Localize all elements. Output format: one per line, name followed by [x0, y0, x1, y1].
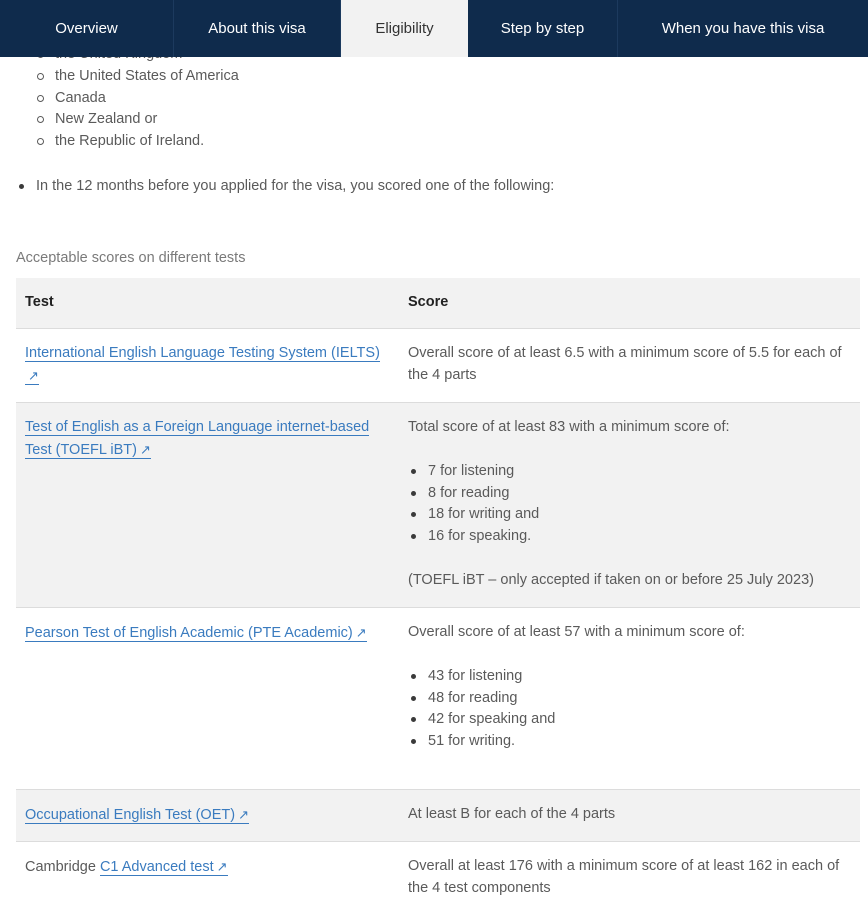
- tab-overview[interactable]: Overview: [0, 0, 174, 57]
- acceptable-scores-table: [16, 278, 860, 905]
- visa-nav-tabs: [0, 0, 868, 57]
- table-row: [16, 403, 860, 608]
- toefl-ibt-link[interactable]: Test of English as a Foreign Language internet-based Test (TOEFL iBT) ↗: [25, 419, 369, 459]
- list-item: the United States of America: [55, 66, 239, 88]
- minimum-scores-list: [408, 461, 853, 548]
- list-item: 8 for reading: [408, 483, 853, 505]
- list-item: Canada: [55, 88, 239, 110]
- english-speaking-countries-list: [55, 44, 239, 153]
- test-cell: [25, 343, 391, 388]
- list-item: 16 for speaking.: [408, 526, 853, 548]
- test-cell: [25, 417, 391, 462]
- minimum-scores-list: [408, 666, 853, 753]
- tab-when-you-have-this-visa[interactable]: When you have this visa: [661, 20, 825, 37]
- tab-eligibility[interactable]: Eligibility: [341, 0, 468, 57]
- table-row: [16, 608, 860, 790]
- test-prefix: Cambridge: [25, 859, 96, 875]
- table-row: [16, 790, 860, 842]
- list-item: 51 for writing.: [408, 731, 853, 753]
- external-link-icon: ↗: [140, 441, 151, 457]
- score-summary: Overall score of at least 57 with a minimum score of:: [408, 624, 745, 640]
- score-cell: [408, 417, 853, 592]
- ielts-link[interactable]: International English Language Testing System (IELTS)↗: [25, 345, 380, 385]
- column-header-test: Test: [25, 294, 54, 310]
- test-cell: [25, 622, 391, 645]
- test-cell: [25, 856, 391, 879]
- tab-step-by-step[interactable]: Step by step: [468, 0, 618, 57]
- table-header-row: [16, 278, 860, 329]
- tab-about-this-visa[interactable]: About this visa: [174, 0, 341, 57]
- table-caption: Acceptable scores on different tests: [16, 250, 246, 266]
- list-item: 42 for speaking and: [408, 709, 853, 731]
- external-link-icon: ↗: [238, 807, 249, 822]
- pte-academic-link[interactable]: Pearson Test of English Academic (PTE Academic) ↗: [25, 625, 367, 642]
- list-item: 43 for listening: [408, 666, 853, 688]
- list-item: 48 for reading: [408, 688, 853, 710]
- score-summary: Total score of at least 83 with a minimum score of:: [408, 419, 730, 435]
- test-cell: [25, 804, 391, 827]
- toefl-note: (TOEFL iBT – only accepted if taken on or before 25 July 2023): [408, 571, 814, 588]
- c1-advanced-link[interactable]: C1 Advanced test ↗: [100, 859, 228, 876]
- score-cell: Overall score of at least 6.5 with a minimum score of 5.5 for each of the 4 parts: [408, 345, 842, 383]
- table-row: [16, 329, 860, 403]
- table-row: [16, 842, 860, 905]
- list-item: New Zealand or: [55, 109, 239, 131]
- list-item: 18 for writing and: [408, 504, 853, 526]
- scores-intro-bullet: In the 12 months before you applied for the visa, you scored one of the following:: [36, 178, 555, 194]
- column-header-score: Score: [408, 294, 449, 310]
- external-link-icon: ↗: [28, 367, 39, 383]
- external-link-icon: ↗: [216, 859, 228, 874]
- score-cell: [408, 622, 853, 753]
- score-cell: Overall at least 176 with a minimum score of at least 162 in each of the 4 test components: [408, 858, 840, 896]
- list-item: 7 for listening: [408, 461, 853, 483]
- oet-link[interactable]: Occupational English Test (OET) ↗: [25, 807, 249, 824]
- external-link-icon: ↗: [355, 625, 367, 640]
- score-cell: At least B for each of the 4 parts: [408, 806, 616, 822]
- list-item: the Republic of Ireland.: [55, 131, 239, 153]
